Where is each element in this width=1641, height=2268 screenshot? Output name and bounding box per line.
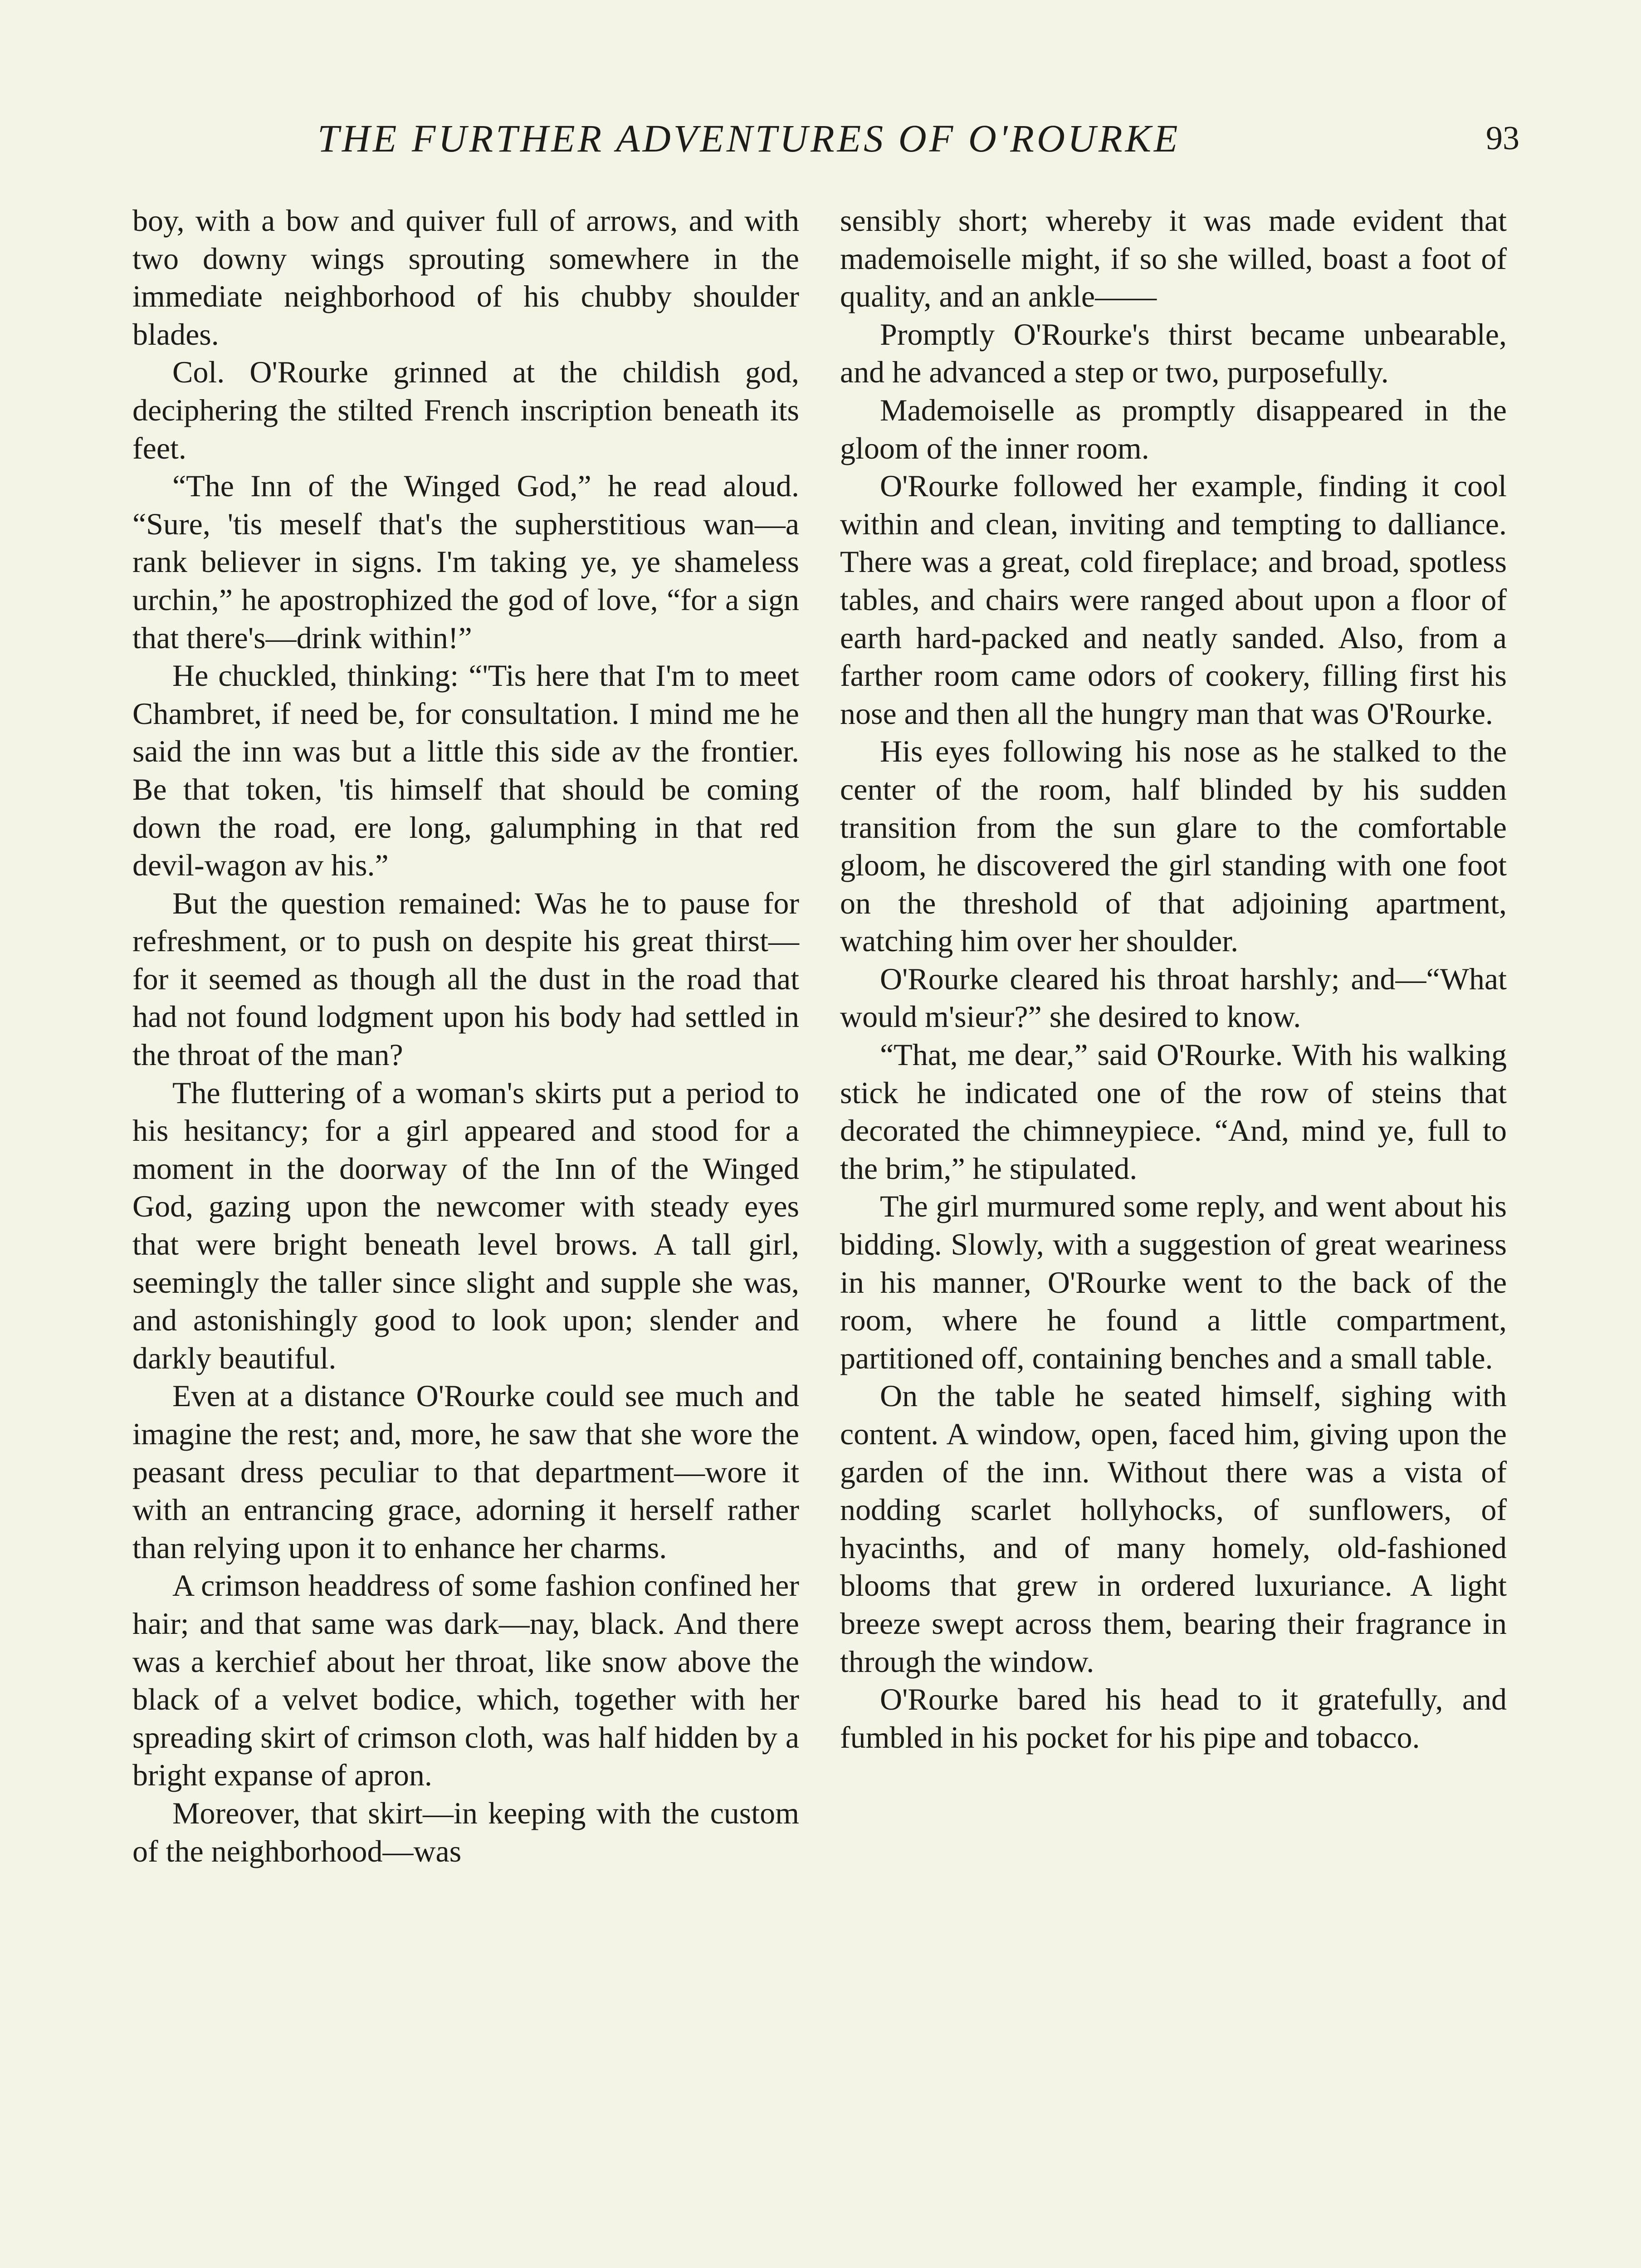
left-column: [132, 202, 799, 1870]
paragraph: Mademoiselle as promptly disappeared in the gloom of the inner room.: [840, 392, 1507, 465]
paragraph: O'Rourke followed her example, finding it cool within and clean, inviting and tempting to dalliance. There was a great, cold fireplace; and broad, spotless tables, and chairs were ranged about upon a floor of earth hard-packed and neatly sanded. Also, from a farther room came odors of cookery, filling first his nose and then all the hungry man that was O'Rourke.: [840, 469, 1507, 731]
running-head: [132, 116, 1519, 175]
running-title: THE FURTHER ADVENTURES OF O'ROURKE: [317, 117, 1181, 160]
paragraph: Moreover, that skirt—in keeping with the custom of the neighborhood—was: [132, 1795, 799, 1868]
paragraph: Promptly O'Rourke's thirst became unbearable, and he advanced a step or two, purposefully.: [840, 317, 1507, 390]
paragraph: boy, with a bow and quiver full of arrows, and with two downy wings sprouting somewhere in the immediate neighborhood of his chubby shoulder blades.: [132, 203, 799, 352]
paragraph: “The Inn of the Winged God,” he read aloud. “Sure, 'tis meself that's the supherstitious wan—a rank believer in signs. I'm taking ye, ye shameless urchin,” he apostrophized the god of love, “for a sign that there's—drink within!”: [132, 469, 799, 655]
paragraph: His eyes following his nose as he stalked to the center of the room, half blinded by his sudden transition from the sun glare to the comfortable gloom, he discovered the girl standing with one foot on the threshold of that adjoining apartment, watching him over her shoulder.: [840, 734, 1507, 958]
right-column: [840, 202, 1507, 1756]
paragraph: A crimson headdress of some fashion confined her hair; and that same was dark—nay, black. And there was a kerchief about her throat, like snow above the black of a velvet bodice, which, together with her spreading skirt of crimson cloth, was half hidden by a bright expanse of apron.: [132, 1568, 799, 1793]
paragraph: Col. O'Rourke grinned at the childish god, deciphering the stilted French inscription beneath its feet.: [132, 355, 799, 465]
paragraph: The fluttering of a woman's skirts put a period to his hesitancy; for a girl appeared and stood for a moment in the doorway of the Inn of the Winged God, gazing upon the newcomer with steady eyes that were bright beneath level brows. A tall girl, seemingly the taller since slight and supple she was, and astonishingly good to look upon; slender and darkly beautiful.: [132, 1075, 799, 1375]
paragraph: He chuckled, thinking: “'Tis here that I'm to meet Chambret, if need be, for consultation. I mind me he said the inn was but a little this side av the frontier. Be that token, 'tis himself that should be coming down the road, ere long, galumphing in that red devil-wagon av his.”: [132, 658, 799, 883]
paragraph: sensibly short; whereby it was made evident that mademoiselle might, if so she willed, boast a foot of quality, and an ankle——: [840, 203, 1507, 314]
paragraph: On the table he seated himself, sighing with content. A window, open, faced him, giving upon the garden of the inn. Without there was a vista of nodding scarlet hollyhocks, of sunflowers, of hyacinths, and of many homely, old-fashioned blooms that grew in ordered luxuriance. A light breeze swept across them, bearing their fragrance in through the window.: [840, 1378, 1507, 1679]
paragraph: But the question remained: Was he to pause for refreshment, or to push on despite his great thirst—for it seemed as though all the dust in the road that had not found lodgment upon his body had settled in the throat of the man?: [132, 885, 799, 1072]
paragraph: O'Rourke cleared his throat harshly; and—“What would m'sieur?” she desired to know.: [840, 961, 1507, 1034]
paragraph: Even at a distance O'Rourke could see much and imagine the rest; and, more, he saw that she wore the peasant dress peculiar to that department—wore it with an entrancing grace, adorning it herself rather than relying upon it to enhance her charms.: [132, 1378, 799, 1565]
paragraph: O'Rourke bared his head to it gratefully, and fumbled in his pocket for his pipe and tobacco.: [840, 1682, 1507, 1755]
page-number: 93: [1486, 120, 1519, 157]
paragraph: “That, me dear,” said O'Rourke. With his walking stick he indicated one of the row of steins that decorated the chimneypiece. “And, mind ye, full to the brim,” he stipulated.: [840, 1037, 1507, 1186]
paragraph: The girl murmured some reply, and went about his bidding. Slowly, with a suggestion of great weariness in his manner, O'Rourke went to the back of the room, where he found a little compartment, partitioned off, containing benches and a small table.: [840, 1189, 1507, 1375]
